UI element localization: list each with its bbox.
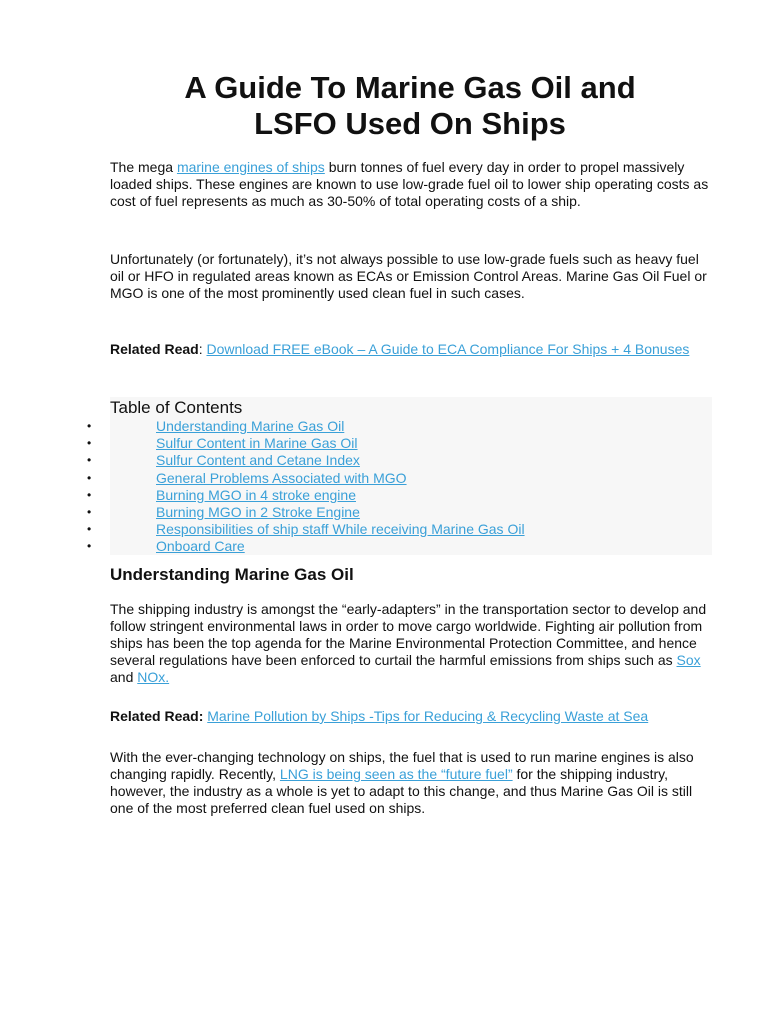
toc-title: Table of Contents [110,398,243,417]
toc-item [0,470,712,487]
related-read-label: Related Read: [110,708,204,724]
intro-paragraph-2: Unfortunately (or fortunately), it’s not always possible to use low-grade fuels such as heavy fuel oil or HFO in regulated areas known as ECAs or Emission Control Areas. Marine Gas Oil Fuel or MGO is one of the most prominently used clean fuel in such cases. [110,251,707,301]
section-text-start: The shipping industry is amongst the “early-adapters” in the transportation sector to develop and follow stringent environmental laws in order to move cargo worldwide. Fighting air pollution from ships has been the top agenda for the Marine Environmental Protection Committee, and hence several regulations have been enforced to curtail the harmful emissions from ships such as [110,601,707,668]
document-title [110,70,710,142]
toc-link-understanding-mgo[interactable]: Understanding Marine Gas Oil [156,418,345,434]
lng-future-fuel-link[interactable]: LNG is being seen as the “future fuel” [279,766,513,782]
related-read-label: Related Read [110,341,199,357]
toc-item [0,435,712,452]
intro-paragraph-1 [110,159,716,210]
section-paragraph-2 [110,749,716,817]
toc-item [0,487,712,504]
section-paragraph-1 [110,601,716,686]
toc-link-sulfur-content[interactable]: Sulfur Content in Marine Gas Oil [156,435,358,452]
section-text-start: With the ever-changing technology on ships, the fuel that is used to run marine engines is also changing rapidly. Recently, [110,749,694,782]
toc-link-responsibilities[interactable]: Responsibilities of ship staff While receiving Marine Gas Oil [156,521,525,538]
toc-link-4-stroke[interactable]: Burning MGO in 4 stroke engine [156,486,356,503]
bullet-icon: • [87,419,92,433]
title-line-2: LSFO Used On Ships [254,106,566,141]
eca-ebook-link[interactable]: Download FREE eBook – A Guide to ECA Compliance For Ships + 4 Bonuses [206,341,690,357]
related-read-2 [110,708,716,725]
bullet-icon: • [87,470,92,485]
marine-pollution-link[interactable]: Marine Pollution by Ships -Tips for Reducing & Recycling Waste at Sea [207,708,649,724]
bullet-icon: • [87,453,92,468]
toc-link-onboard-care[interactable]: Onboard Care [156,538,245,555]
bullet-icon: • [87,504,92,519]
title-line-1: A Guide To Marine Gas Oil and [184,70,636,105]
section-text-end: for the shipping industry, however, the industry as a whole is yet to adapt to this change, and thus Marine Gas Oil is still one of the most preferred clean fuel used on ships. [110,766,693,816]
toc-link-2-stroke[interactable]: Burning MGO in 2 Stroke Engine [156,503,360,520]
toc-link-general-problems[interactable]: General Problems Associated with MGO [156,469,407,486]
intro-text-end: burn tonnes of fuel every day in order to propel massively loaded ships. These engines are known to use low-grade fuel oil to lower ship operating costs as cost of fuel represents as much as 30-50% of total operating costs of a ship. [110,159,709,209]
section-heading: Understanding Marine Gas Oil [110,565,354,584]
intro-text-start: The mega [110,159,177,175]
marine-engines-link[interactable]: marine engines of ships [176,159,325,175]
bullet-icon: • [87,487,92,502]
related-read-colon: : [198,341,207,357]
toc-list [0,418,712,556]
related-read-1 [110,341,716,358]
toc-item [0,418,712,435]
bullet-icon: • [87,522,92,537]
toc-link-cetane-index[interactable]: Sulfur Content and Cetane Index [156,452,360,469]
sox-link[interactable]: Sox [676,652,701,668]
toc-item [0,504,712,521]
bullet-icon: • [87,539,92,554]
nox-link[interactable]: NOx. [137,669,170,685]
toc-item [0,521,712,538]
toc-item [0,452,712,469]
section-text-and: and [110,669,138,685]
toc-item [0,538,712,555]
bullet-icon: • [87,436,92,451]
